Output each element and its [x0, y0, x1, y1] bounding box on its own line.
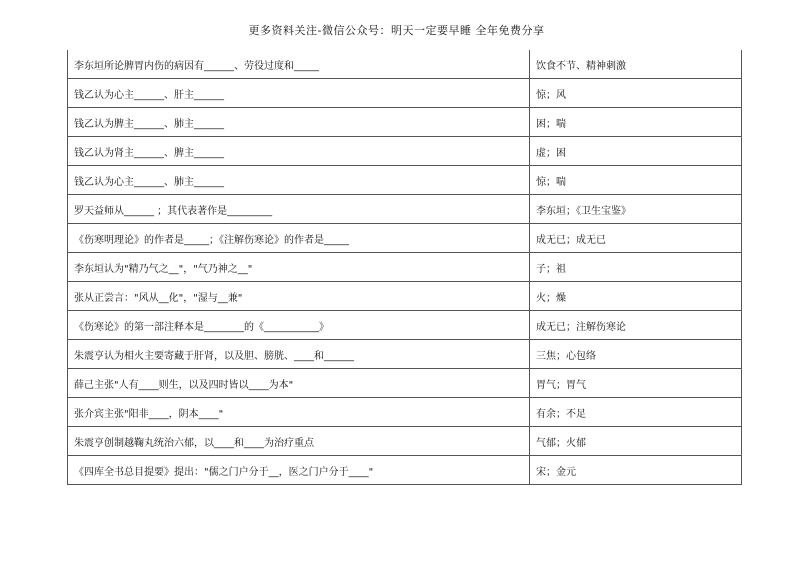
- answer-cell: 胃气；胃气: [530, 369, 742, 398]
- question-cell: 钱乙认为肾主______、脾主______: [68, 137, 530, 166]
- table-row: [68, 456, 742, 485]
- answer-cell: 成无已；成无已: [530, 224, 742, 253]
- table-row: [68, 340, 742, 369]
- answer-cell: 惊；风: [530, 79, 742, 108]
- question-cell: 罗天益师从______ ；其代表著作是_________: [68, 195, 530, 224]
- table-row: [68, 166, 742, 195]
- question-cell: 朱震亨认为相火主要寄藏于肝肾，以及胆、膀胱、____和______: [68, 340, 530, 369]
- answer-cell: 子；祖: [530, 253, 742, 282]
- answer-cell: 三焦；心包络: [530, 340, 742, 369]
- answer-cell: 虚；困: [530, 137, 742, 166]
- question-cell: 《四库全书总目提要》提出："儒之门户分于__，医之门户分于____": [68, 456, 530, 485]
- table-row: [68, 311, 742, 340]
- answer-cell: 饮食不节、精神刺激: [530, 50, 742, 79]
- answer-cell: 有余；不足: [530, 398, 742, 427]
- question-cell: 钱乙认为心主______、肝主______: [68, 79, 530, 108]
- page-header: 更多资料关注-微信公众号：明天一定要早睡 全年免费分享: [248, 24, 545, 37]
- question-cell: 薛己主张"人有____则生，以及四时皆以____为本": [68, 369, 530, 398]
- question-cell: 《伤寒论》的第一部注释本是________的《___________》: [68, 311, 530, 340]
- answer-cell: 成无已；注解伤寒论: [530, 311, 742, 340]
- answer-cell: 宋；金元: [530, 456, 742, 485]
- table-row: [68, 398, 742, 427]
- question-cell: 《伤寒明理论》的作者是_____；《注解伤寒论》的作者是_____: [68, 224, 530, 253]
- table-row: [68, 137, 742, 166]
- table-row: [68, 427, 742, 456]
- question-cell: 张从正尝言："风从__化"，"湿与__兼": [68, 282, 530, 311]
- question-cell: 李东垣所论脾胃内伤的病因有______、劳役过度和_____: [68, 50, 530, 79]
- table-row: [68, 224, 742, 253]
- question-cell: 张介宾主张"阳非____，阴本____": [68, 398, 530, 427]
- question-cell: 钱乙认为脾主______、肺主______: [68, 108, 530, 137]
- answer-cell: 气郁；火郁: [530, 427, 742, 456]
- question-cell: 李东垣认为"精乃气之__"，"气乃神之__": [68, 253, 530, 282]
- table-row: [68, 195, 742, 224]
- answer-cell: 困；喘: [530, 108, 742, 137]
- table-row: [68, 369, 742, 398]
- table-row: [68, 50, 742, 79]
- answer-cell: 惊；喘: [530, 166, 742, 195]
- answer-cell: 火；燥: [530, 282, 742, 311]
- table-row: [68, 282, 742, 311]
- question-cell: 钱乙认为心主______、肺主______: [68, 166, 530, 195]
- answer-cell: 李东垣；《卫生宝鉴》: [530, 195, 742, 224]
- qa-table: [67, 50, 742, 485]
- question-cell: 朱震亨创制越鞠丸统治六郁，以____和____为治疗重点: [68, 427, 530, 456]
- table-row: [68, 108, 742, 137]
- table-row: [68, 79, 742, 108]
- table-row: [68, 253, 742, 282]
